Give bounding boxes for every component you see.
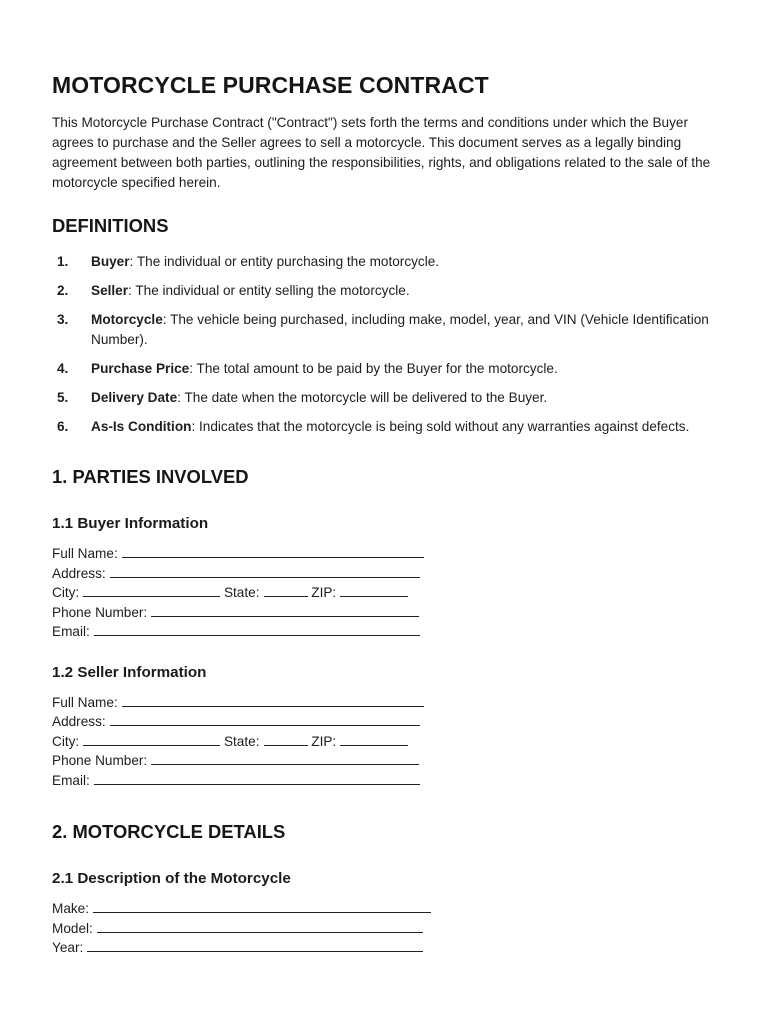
seller-phone-blank[interactable] bbox=[151, 751, 419, 765]
seller-email-row bbox=[52, 771, 718, 791]
definition-text: : The individual or entity purchasing the motorcycle. bbox=[129, 254, 440, 269]
definition-item bbox=[52, 417, 718, 437]
field-label: Phone Number: bbox=[52, 604, 148, 620]
motorcycle-description-heading: 2.1 Description of the Motorcycle bbox=[52, 870, 291, 887]
field-label: State: bbox=[223, 585, 260, 600]
buyer-full-name-blank[interactable] bbox=[122, 544, 424, 558]
definition-text: : The total amount to be paid by the Buyer for the motorcycle. bbox=[189, 360, 558, 376]
make-row bbox=[52, 899, 718, 919]
buyer-zip-blank[interactable] bbox=[340, 583, 408, 597]
seller-full-name-blank[interactable] bbox=[122, 693, 424, 707]
definition-number: 2. bbox=[57, 283, 69, 298]
intro-paragraph: This Motorcycle Purchase Contract ("Contract") sets forth the terms and conditions under which the Buyer agrees to purchase and the Seller agrees to sell a motorcycle. This document serves as a legally binding agreement between both parties, outlining the responsibilities, rights, and obligations related to the sale of the motorcycle specified herein. bbox=[52, 115, 711, 190]
definition-number: 1. bbox=[57, 254, 69, 269]
model-row bbox=[52, 919, 718, 939]
field-label: Full Name: bbox=[52, 694, 118, 710]
buyer-full-name-row bbox=[52, 544, 718, 564]
definition-text: : The date when the motorcycle will be delivered to the Buyer. bbox=[177, 389, 548, 405]
seller-city-row bbox=[52, 732, 718, 752]
field-label: Email: bbox=[52, 624, 90, 639]
definition-text: : The vehicle being purchased, including make, model, year, and VIN (Vehicle Identification Number). bbox=[91, 312, 709, 347]
definition-term: Buyer bbox=[91, 254, 130, 269]
definition-term: Delivery Date bbox=[91, 389, 178, 405]
motorcycle-description-fields bbox=[52, 899, 718, 958]
definition-item bbox=[52, 388, 718, 408]
seller-city-blank[interactable] bbox=[83, 732, 220, 746]
definition-item bbox=[52, 252, 718, 272]
seller-full-name-row bbox=[52, 693, 718, 713]
field-label: Email: bbox=[52, 772, 90, 788]
seller-address-blank[interactable] bbox=[110, 712, 420, 726]
definitions-heading: DEFINITIONS bbox=[52, 215, 169, 236]
buyer-email-row bbox=[52, 622, 718, 642]
field-label: Year: bbox=[52, 940, 84, 955]
field-label: State: bbox=[223, 733, 260, 749]
document-title: MOTORCYCLE PURCHASE CONTRACT bbox=[52, 72, 489, 98]
field-label: City: bbox=[52, 585, 80, 600]
buyer-state-blank[interactable] bbox=[264, 583, 308, 597]
buyer-city-blank[interactable] bbox=[83, 583, 220, 597]
year-blank[interactable] bbox=[87, 938, 423, 952]
definition-item bbox=[52, 281, 718, 301]
field-label: Make: bbox=[52, 901, 90, 916]
buyer-phone-row bbox=[52, 603, 718, 623]
definition-number: 4. bbox=[57, 360, 69, 376]
field-label: City: bbox=[52, 733, 80, 749]
buyer-info-heading: 1.1 Buyer Information bbox=[52, 515, 209, 532]
buyer-phone-blank[interactable] bbox=[151, 603, 419, 617]
definition-number: 3. bbox=[57, 312, 69, 327]
buyer-address-blank[interactable] bbox=[110, 564, 420, 578]
motorcycle-details-heading: 2. MOTORCYCLE DETAILS bbox=[52, 821, 286, 842]
seller-state-blank[interactable] bbox=[264, 732, 308, 746]
definition-term: Purchase Price bbox=[91, 360, 190, 376]
seller-zip-blank[interactable] bbox=[340, 732, 408, 746]
model-blank[interactable] bbox=[97, 919, 423, 933]
definition-number: 5. bbox=[57, 389, 69, 405]
field-label: Model: bbox=[52, 920, 93, 936]
definition-term: Motorcycle bbox=[91, 312, 163, 327]
parties-heading: 1. PARTIES INVOLVED bbox=[52, 466, 249, 487]
definition-number: 6. bbox=[57, 418, 69, 434]
year-row bbox=[52, 938, 718, 958]
seller-info-heading: 1.2 Seller Information bbox=[52, 663, 207, 681]
definition-term: As-Is Condition bbox=[91, 418, 192, 434]
field-label: Phone Number: bbox=[52, 753, 148, 768]
seller-phone-row bbox=[52, 751, 718, 771]
definition-text: : The individual or entity selling the motorcycle. bbox=[128, 283, 410, 298]
seller-info-fields bbox=[52, 693, 718, 791]
seller-address-row bbox=[52, 712, 718, 732]
definition-item bbox=[52, 359, 718, 379]
buyer-city-row bbox=[52, 583, 718, 603]
field-label: Address: bbox=[52, 565, 106, 581]
buyer-email-blank[interactable] bbox=[94, 622, 420, 636]
definition-text: : Indicates that the motorcycle is being sold without any warranties against defects. bbox=[191, 418, 690, 434]
buyer-address-row bbox=[52, 564, 718, 584]
field-label: ZIP: bbox=[311, 733, 337, 749]
field-label: Address: bbox=[52, 714, 106, 729]
field-label: Full Name: bbox=[52, 546, 118, 561]
field-label: ZIP: bbox=[311, 585, 337, 600]
definitions-list bbox=[52, 252, 718, 436]
buyer-info-fields bbox=[52, 544, 718, 642]
definition-term: Seller bbox=[91, 283, 129, 298]
seller-email-blank[interactable] bbox=[94, 771, 420, 785]
definition-item bbox=[52, 310, 718, 349]
make-blank[interactable] bbox=[93, 899, 431, 913]
